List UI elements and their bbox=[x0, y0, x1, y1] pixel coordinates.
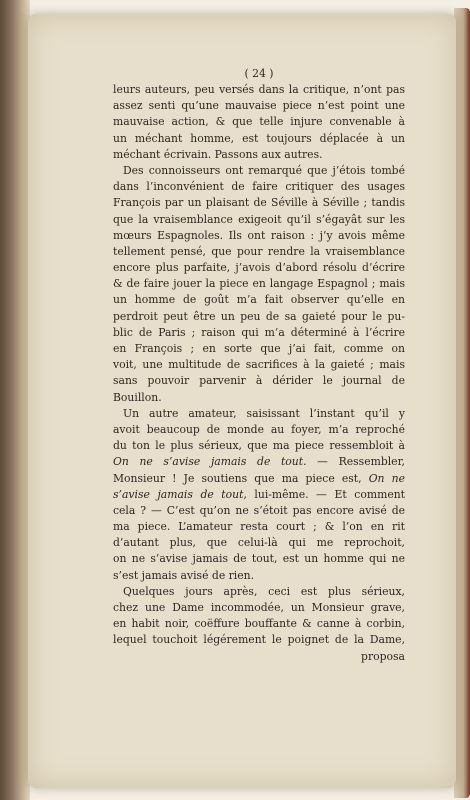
text-line: lequel touchoit légérement le poignet de la Dame, bbox=[113, 633, 405, 647]
text-line: mœurs Espagnoles. Ils ont raison : j’y avois même bbox=[113, 228, 405, 242]
text-line: avoit beaucoup de monde au foyer, m’a reproché bbox=[113, 422, 405, 436]
text-line: encore plus parfaite, j’avois d’abord résolu d’écrire bbox=[113, 261, 405, 275]
text-line: dans l’inconvénient de faire critiquer des usages bbox=[113, 180, 405, 194]
text-line: mauvaise action, & que telle injure convenable à bbox=[113, 115, 405, 129]
text-line: François par un plaisant de Séville à Séville ; tandis bbox=[113, 196, 405, 210]
italic-phrase: On ne s’avise jamais de tout. bbox=[113, 455, 307, 469]
text-segment: Monsieur ! Je soutiens que ma piece est, bbox=[113, 471, 369, 485]
text-line: méchant écrivain. Passons aux autres. bbox=[113, 147, 323, 161]
text-line: sans pouvoir parvenir à dérider le journal de bbox=[113, 374, 405, 388]
text-line bbox=[113, 487, 405, 503]
text-line: perdroit peut être un peu de sa gaieté pour le pu- bbox=[113, 309, 405, 323]
page-edges bbox=[454, 8, 470, 798]
text-line: Bouillon. bbox=[113, 390, 162, 404]
text-line: Un autre amateur, saisissant l’instant qu’il y bbox=[123, 406, 405, 420]
text-line bbox=[113, 471, 405, 487]
text-line: en François ; en sorte que j’ai fait, comme on bbox=[113, 342, 405, 355]
text-line: d’autant plus, que celui-là qui me reprochoit, bbox=[113, 536, 405, 550]
text-line: que la vraisemblance exigeoit qu’il s’égayât sur les bbox=[113, 212, 405, 226]
text-line: un homme de goût m’a fait observer qu’elle en bbox=[113, 293, 405, 307]
text-line: Des connoisseurs ont remarqué que j’étois tombé bbox=[123, 163, 405, 177]
page-number: ( 24 ) bbox=[244, 67, 274, 80]
text-line: un méchant homme, est toujours déplacée à un bbox=[113, 131, 405, 145]
text-line: blic de Paris ; raison qui m’a déterminé à l’écrire bbox=[113, 325, 405, 339]
text-lines bbox=[113, 82, 405, 665]
text-line: ma piece. L’amateur resta court ; & l’on en rit bbox=[113, 520, 405, 534]
text-line: en habit noir, coëffure bouffante & canne à corbin, bbox=[113, 617, 405, 631]
page-text-block bbox=[113, 66, 405, 665]
italic-phrase: On ne bbox=[368, 471, 405, 485]
text-line bbox=[113, 454, 405, 470]
text-line: & de faire jouer la piece en langage Espagnol ; mais bbox=[113, 277, 405, 291]
text-line: Quelques jours après, ceci est plus sérieux, bbox=[123, 584, 405, 598]
text-line: voit, une multitude de sacrifices à la gaieté ; mais bbox=[113, 358, 405, 372]
text-line: chez une Dame incommodée, un Monsieur grave, bbox=[113, 601, 405, 614]
text-segment: — Ressembler, bbox=[306, 455, 405, 469]
text-segment: , lui-même. — Et comment bbox=[243, 487, 405, 501]
text-line: du ton le plus sérieux, que ma piece ressembloit à bbox=[113, 439, 405, 453]
text-line: assez senti qu’une mauvaise piece n’est point une bbox=[113, 99, 405, 113]
text-line: leurs auteurs, peu versés dans la critique, n’ont pas bbox=[113, 83, 405, 96]
text-line: tellement pensé, que pour rendre la vraisemblance bbox=[113, 244, 405, 258]
text-line: s’est jamais avisé de rien. bbox=[113, 568, 255, 582]
binding-shadow bbox=[0, 0, 30, 800]
italic-phrase: s’avise jamais de tout bbox=[113, 487, 244, 501]
catchword: proposa bbox=[361, 649, 405, 663]
text-line: cela ? — C’est qu’on ne s’étoit pas encore avisé de bbox=[113, 503, 405, 517]
text-line: on ne s’avise jamais de tout, est un homme qui ne bbox=[113, 552, 405, 566]
